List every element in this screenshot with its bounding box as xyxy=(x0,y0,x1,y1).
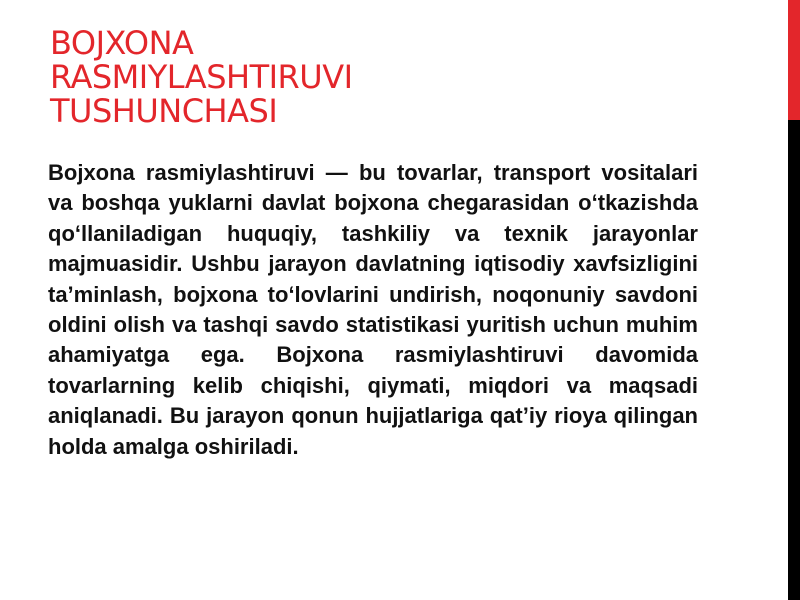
slide-title-line-3: TUSHUNCHASI xyxy=(50,92,278,130)
slide-body-text: Bojxona rasmiylashtiruvi — bu tovarlar, transport vositalari va boshqa yuklarni davlat bojxona chegarasidan o‘tkazishda qo‘llaniladigan huquqiy, tashkiliy va texnik jarayonlar majmuasidir. Ushbu jarayon davlatning iqtisodiy xavfsizligini ta’minlash, bojxona to‘lovlarini undirish, noqonuniy savdoni oldini olish va tashqi savdo statistikasi yuritish uchun muhim ahamiyatga ega. Bojxona rasmiylashtiruvi davomida tovarlarning kelib chiqishi, qiymati, miqdori va maqsadi aniqlanadi. Bu jarayon qonun hujjatlariga qat’iy rioya qilingan holda amalga oshiriladi. xyxy=(48,160,698,459)
slide-title-line-1: BOJXONA xyxy=(50,24,194,62)
side-accent-bar-top xyxy=(788,0,800,120)
side-accent-bar xyxy=(788,0,800,600)
slide-title-line-2: RASMIYLASHTIRUVI xyxy=(50,58,353,96)
slide-title xyxy=(50,26,750,128)
